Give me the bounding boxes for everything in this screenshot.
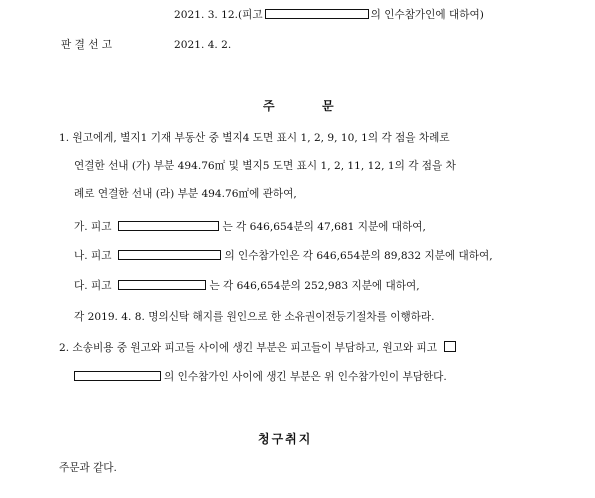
redacted-name [265, 9, 369, 19]
item2-line1-text: 2. 소송비용 중 원고와 피고들 사이에 생긴 부분은 피고들이 부담하고, 원고와 피고 [59, 342, 437, 354]
judgment-label: 판 결 선 고 [61, 39, 113, 51]
sub-item-da [74, 279, 420, 293]
item2-line2 [74, 370, 447, 384]
sub-item-na-prefix: 나. 피고 [74, 250, 112, 262]
redacted-name [74, 371, 161, 381]
sub-item-ga-prefix: 가. 피고 [74, 221, 112, 233]
date-line-left: 2021. 3. 12.(피고 [174, 9, 263, 21]
sub-item-da-suffix: 는 각 646,654분의 252,983 지분에 대하여, [209, 280, 420, 292]
redacted-name [118, 221, 219, 231]
item1-closing: 각 2019. 4. 8. 명의신탁 해지를 원인으로 한 소유권이전등기절차를 이행하라. [74, 311, 435, 323]
date-line [174, 8, 484, 22]
item2-line2-suffix: 의 인수참가인 사이에 생긴 부분은 위 인수참가인이 부담한다. [164, 371, 447, 383]
item1-line3: 례로 연결한 선내 (라) 부분 494.76㎡에 관하여, [74, 188, 297, 200]
item1-line2: 연결한 선내 (가) 부분 494.76㎡ 및 별지5 도면 표시 1, 2, 11, 12, 1의 각 점을 차 [74, 160, 456, 172]
redacted-name [118, 250, 221, 260]
judgment-date: 2021. 4. 2. [174, 39, 232, 51]
date-line-right: 의 인수참가인에 대하여) [370, 9, 484, 21]
claim-body: 주문과 같다. [59, 462, 117, 474]
sub-item-na [74, 249, 493, 263]
claim-title: 청구취지 [258, 432, 313, 446]
sub-item-ga [74, 220, 426, 234]
sub-item-da-prefix: 다. 피고 [74, 280, 112, 292]
redacted-name [444, 341, 456, 352]
item1-line1: 1. 원고에게, 별지1 기재 부동산 중 별지4 도면 표시 1, 2, 9, 10, 1의 각 점을 차례로 [59, 132, 450, 144]
sub-item-na-suffix: 의 인수참가인은 각 646,654분의 89,832 지분에 대하여, [224, 250, 493, 262]
order-title-left: 주 [263, 99, 275, 113]
sub-item-ga-suffix: 는 각 646,654분의 47,681 지분에 대하여, [222, 221, 426, 233]
order-title-right: 문 [322, 99, 334, 113]
redacted-name [118, 280, 206, 290]
item2-line1 [59, 341, 456, 355]
